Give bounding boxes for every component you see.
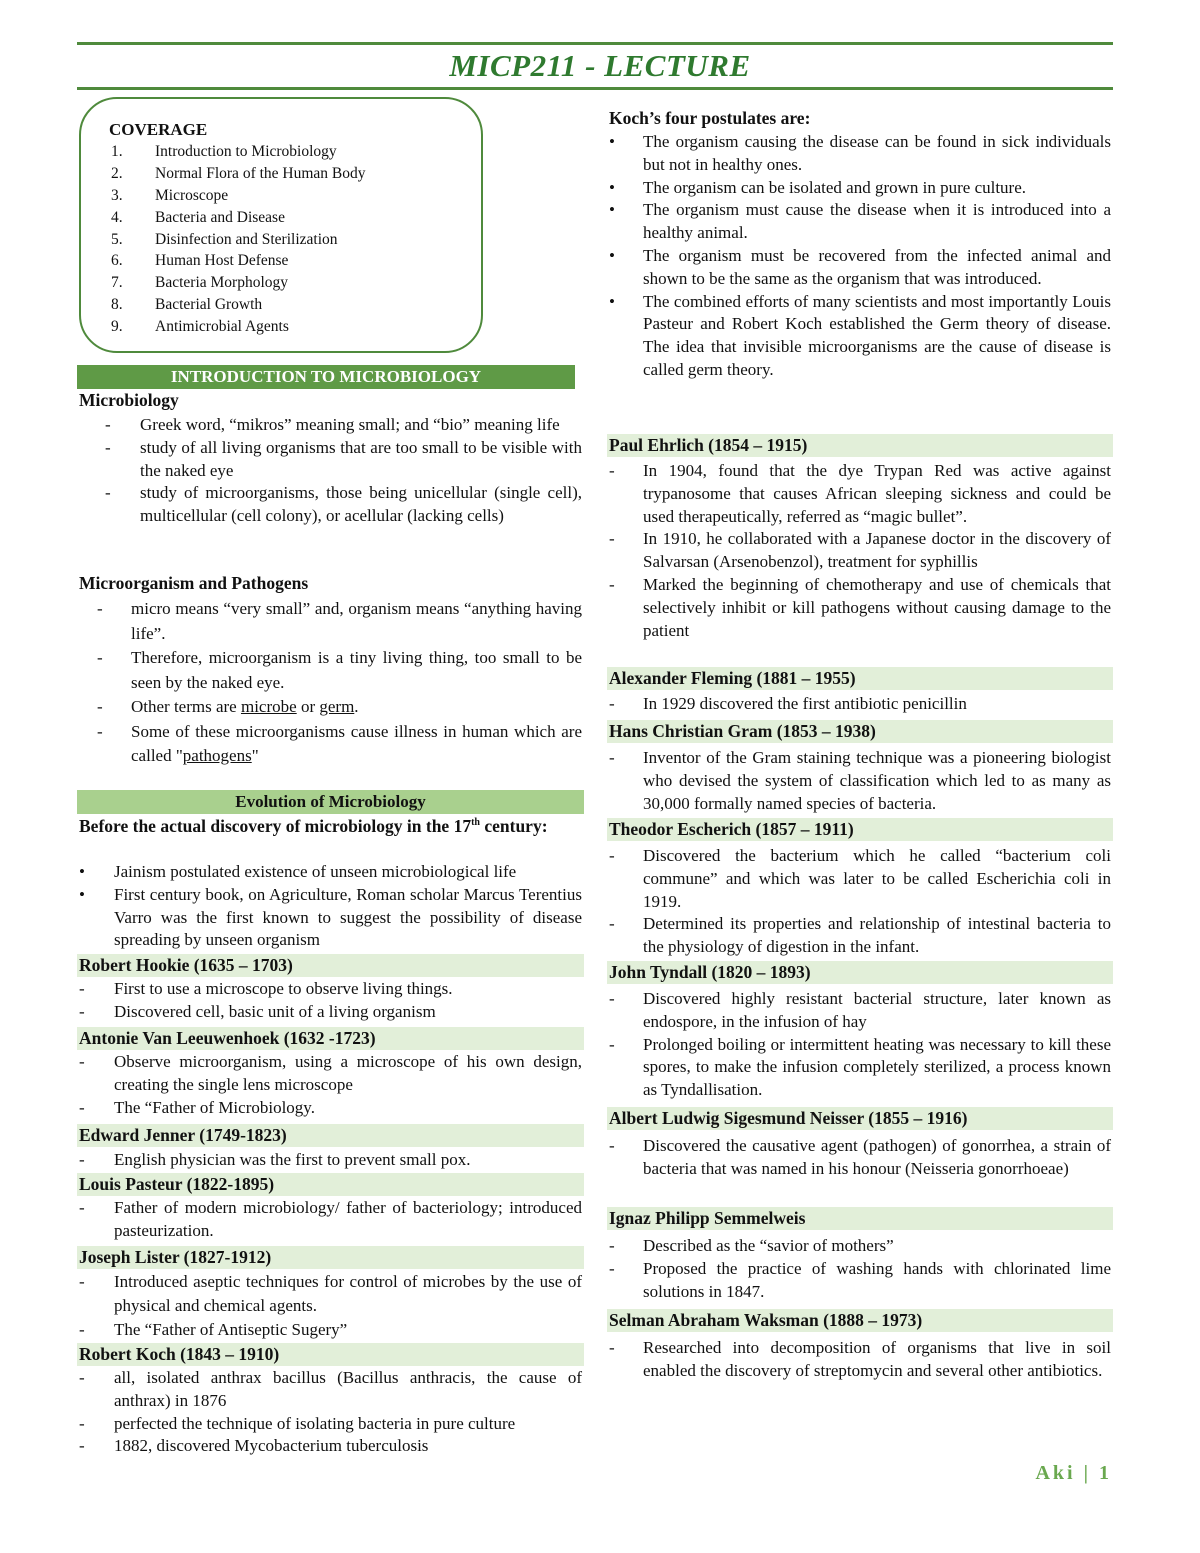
scientist-heading-neisser: Albert Ludwig Sigesmund Neisser (1855 – 1916) [607,1107,1113,1130]
scientist-points-pasteur [79,1197,582,1243]
list-item: - Prolonged boiling or intermittent heating was necessary to kill these spores, to make the infusion completely sterilized, a process known as Tyndallisation. [609,1034,1111,1100]
list-item: - Researched into decomposition of organisms that live in soil enabled the discovery of streptomycin and several other antibiotics. [609,1338,1111,1380]
scientist-points-jenner [79,1149,582,1172]
list-item: - Other terms are microbe or germ. [97,697,359,716]
list-item: - Discovered the causative agent (pathogen) of gonorrhea, a strain of bacteria that was named in his honour (Neisseria gonorrhoeae) [609,1136,1111,1178]
list-item: - English physician was the first to prevent small pox. [79,1150,471,1169]
list-item: - Discovered highly resistant bacterial structure, later known as endospore, in the infusion of hay [609,989,1111,1031]
scientist-heading-lister: Joseph Lister (1827-1912) [77,1246,584,1269]
list-item: - Proposed the practice of washing hands with chlorinated lime solutions in 1847. [609,1258,1111,1301]
scientist-heading-jenner: Edward Jenner (1749-1823) [77,1124,584,1147]
subheading-koch-postulates: Koch’s four postulates are: [609,108,811,128]
list-item: - The “Father of Antiseptic Sugery” [79,1320,348,1339]
coverage-item [111,294,366,316]
scientist-heading-ehrlich: Paul Ehrlich (1854 – 1915) [607,434,1113,457]
scientist-points-neisser [609,1135,1111,1181]
list-item: - micro means “very small” and, organism means “anything having life”. [97,599,582,643]
coverage-item-number: 3. [111,186,123,204]
list-item: - Marked the beginning of chemotherapy and use of chemicals that selectively inhibit or kill pathogens without causing damage to the patient [609,574,1111,640]
coverage-item-number: 4. [111,208,123,226]
coverage-title: COVERAGE [109,120,208,139]
scientist-heading-tyndall: John Tyndall (1820 – 1893) [607,961,1113,984]
footer-separator: | [1075,1462,1099,1484]
coverage-item [111,229,366,251]
scientist-heading-pasteur: Louis Pasteur (1822-1895) [77,1173,584,1196]
coverage-item-label: Bacteria Morphology [155,274,289,292]
scientist-points-koch [79,1367,582,1458]
coverage-item-number: 9. [111,318,123,336]
page-footer [1035,1462,1112,1485]
coverage-item [111,163,366,185]
footer-page-number: 1 [1099,1462,1112,1484]
coverage-box [79,97,483,353]
scientist-points-tyndall [609,988,1111,1102]
scientist-heading-koch: Robert Koch (1843 – 1910) [77,1343,584,1366]
scientist-points-leeuwenhoek [79,1051,582,1119]
list-item: • The organism must cause the disease when it is introduced into a healthy animal. [609,200,1111,243]
scientist-heading-hooke: Robert Hookie (1635 – 1703) [77,954,584,977]
list-item: - study of all living organisms that are too small to be visible with the naked eye [105,437,582,480]
coverage-item-number: 5. [111,230,123,248]
before-discovery-list [79,861,582,952]
scientist-heading-semmelweis: Ignaz Philipp Semmelweis [607,1207,1113,1230]
coverage-item [111,272,366,294]
scientist-heading-escherich: Theodor Escherich (1857 – 1911) [607,818,1113,841]
list-item: - 1882, discovered Mycobacterium tuberculosis [79,1436,429,1456]
coverage-item-label: Human Host Defense [155,252,289,270]
scientist-points-lister [79,1270,582,1342]
scientist-heading-fleming: Alexander Fleming (1881 – 1955) [607,667,1113,690]
list-item: - Described as the “savior of mothers” [609,1236,894,1255]
scientist-points-ehrlich [609,460,1111,642]
list-item: - The “Father of Microbiology. [79,1097,315,1117]
list-item: - perfected the technique of isolating bacteria in pure culture [79,1413,516,1433]
page-title: MICP211 - LECTURE [449,48,751,83]
list-item: • The organism causing the disease can be found in sick individuals but not in healthy ones. [609,132,1111,174]
header-top-rule [77,42,1113,45]
list-item: - Determined its properties and relationship of intestinal bacteria to the physiology of digestion in the infant. [609,914,1111,957]
scientist-points-fleming [609,693,1111,716]
coverage-item-number: 1. [111,143,123,160]
coverage-item-label: Disinfection and Sterilization [155,230,338,248]
coverage-item-label: Bacterial Growth [155,296,263,314]
coverage-item [111,250,366,272]
section-banner-introduction: INTRODUCTION TO MICROBIOLOGY [77,365,575,389]
section-banner-evolution: Evolution of Microbiology [77,790,584,814]
coverage-item-number: 8. [111,296,123,314]
scientist-points-hooke [79,978,582,1024]
microorganism-list [97,597,582,769]
list-item: • First century book, on Agriculture, Roman scholar Marcus Terentius Varro was the first known to suggest the possibility of disease spreading by unseen organism [79,884,582,950]
list-item: - Discovered cell, basic unit of a living organism [79,1001,436,1021]
coverage-item [111,316,366,338]
coverage-item-label: Introduction to Microbiology [155,143,337,160]
scientist-heading-leeuwenhoek: Antonie Van Leeuwenhoek (1632 -1723) [77,1027,584,1050]
list-item: - Some of these microorganisms cause illness in human which are called "pathogens" [97,721,582,765]
list-item: - Therefore, microorganism is a tiny living thing, too small to be seen by the naked eye. [97,648,582,692]
coverage-list [111,141,366,338]
coverage-item-label: Bacteria and Disease [155,208,285,226]
list-item: - Observe microorganism, using a microscope of his own design, creating the single lens microscope [79,1052,582,1094]
coverage-item-label: Antimicrobial Agents [155,318,289,336]
list-item: • Jainism postulated existence of unseen microbiological life [79,862,517,881]
subheading-microorganism: Microorganism and Pathogens [79,573,309,593]
list-item: - In 1929 discovered the first antibiotic penicillin [609,694,967,713]
coverage-item-label: Microscope [155,186,229,204]
coverage-item [111,185,366,207]
coverage-item-number: 2. [111,164,123,182]
koch-postulates-list [609,131,1111,382]
list-item: - Father of modern microbiology/ father of bacteriology; introduced pasteurization. [79,1198,582,1240]
coverage-item-number: 6. [111,252,123,270]
scientist-points-semmelweis [609,1235,1111,1303]
scientist-points-escherich [609,845,1111,959]
list-item: - all, isolated anthrax bacillus (Bacillus anthracis, the cause of anthrax) in 1876 [79,1368,582,1410]
scientist-heading-gram: Hans Christian Gram (1853 – 1938) [607,720,1113,743]
list-item: • The organism must be recovered from the infected animal and shown to be the same as the organism that was introduced. [609,245,1111,288]
list-item: • The organism can be isolated and grown in pure culture. [609,177,1027,197]
scientist-heading-waksman: Selman Abraham Waksman (1888 – 1973) [607,1309,1113,1332]
list-item: - First to use a microscope to observe living things. [79,979,453,998]
coverage-item [111,141,366,163]
list-item: - Greek word, “mikros” meaning small; and “bio” meaning life [105,415,560,434]
list-item: - Discovered the bacterium which he called “bacterium coli commune” and which was later to be called Escherichia coli in 1919. [609,846,1111,911]
subheading-microbiology: Microbiology [79,390,179,410]
scientist-points-gram [609,747,1111,815]
list-item: - In 1904, found that the dye Trypan Red was active against trypanosome that causes African sleeping sickness and could be used therapeutically, referred as “magic bullet”. [609,461,1111,526]
list-item: - study of microorganisms, those being unicellular (single cell), multicellular (cell colony), or acellular (lacking cells) [105,483,582,526]
footer-author: Aki [1035,1462,1076,1484]
coverage-item-number: 7. [111,274,123,292]
subheading-before-discovery: Before the actual discovery of microbiology in the 17th century: [79,816,548,836]
scientist-points-waksman [609,1337,1111,1383]
coverage-item-label: Normal Flora of the Human Body [155,164,366,182]
coverage-item [111,207,366,229]
list-item: - Inventor of the Gram staining technique was a pioneering biologist who devised the system of classification which led to as many as 30,000 formally named species of bacteria. [609,748,1111,813]
list-item: • The combined efforts of many scientists and most importantly Louis Pasteur and Robert Koch established the Germ theory of disease. The idea that invisible microorganisms are the cause of disease is called germ theory. [609,291,1111,379]
header-bottom-rule [77,87,1113,90]
list-item: - In 1910, he collaborated with a Japanese doctor in the discovery of Salvarsan (Arsenobenzol), treatment for syphillis [609,529,1111,572]
microbiology-list [105,414,582,528]
list-item: - Introduced aseptic techniques for control of microbes by the use of physical and chemical agents. [79,1272,582,1315]
